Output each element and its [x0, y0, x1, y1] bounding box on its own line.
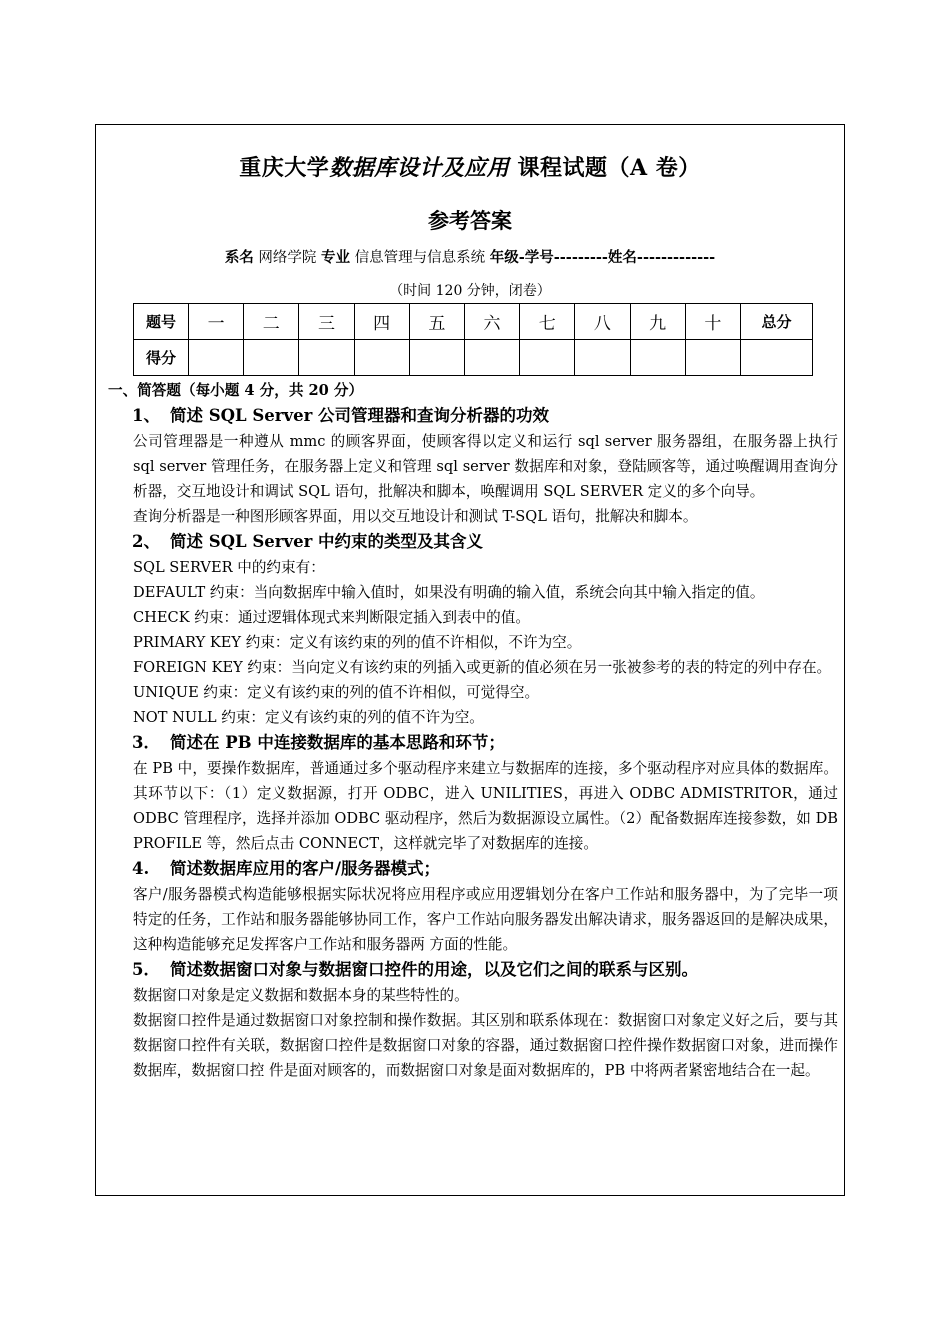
grade-name-label: 年级-学号---------姓名-------------	[489, 249, 716, 266]
score-cell	[189, 340, 244, 376]
dept-value: 网络学院	[258, 250, 317, 266]
score-cell	[520, 340, 575, 376]
answer-paragraph: 客户/服务器模式构造能够根据实际状况将应用程序或应用逻辑划分在客户工作站和服务器中，为了完毕一项特定的任务，工作站和服务器能够协同工作，客户工作站向服务器发出解决请求，服务器返回的是解决成果，这种构造能够充足发挥客户工作站和服务器两 方面的性能。	[133, 886, 838, 953]
answer-paragraph: 公司管理器是一种遵从 mmc 的顾客界面，使顾客得以定义和运行 sql server 服务器组，在服务器上执行 sql server 管理任务，在服务器上定义和管理 sql server 数据库和对象，登陆顾客等，通过唤醒调用查询分析器，交互地设计和调试 SQL 语句，批解决和脚本，唤醒调用 SQL SERVER 定义的多个向导。	[133, 433, 838, 500]
exam-time-note: （时间 120 分钟，闭卷）	[389, 283, 551, 299]
answer-paragraph: 查询分析器是一种图形顾客界面，用以交互地设计和测试 T-SQL 语句，批解决和脚本。	[133, 508, 698, 525]
question-2-title: 2、 简述 SQL Server 中约束的类型及其含义	[132, 532, 484, 551]
answer-paragraph: 数据窗口控件是通过数据窗口对象控制和操作数据。其区别和联系体现在：数据窗口对象定义好之后，要与其数据窗口控件有关联，数据窗口控件是数据窗口对象的容器，通过数据窗口控件操作数据窗口对象，进而操作数据库，数据窗口控 件是面对顾客的，而数据窗口对象是面对数据库的，PB 中将两者紧密地结合在一起。	[133, 1012, 838, 1079]
question-4-title: 4. 简述数据库应用的客户/服务器模式；	[132, 859, 441, 878]
student-info-line	[96, 246, 844, 267]
question-1-title: 1、 简述 SQL Server 公司管理器和查询分析器的功效	[132, 406, 550, 425]
score-cell	[685, 340, 740, 376]
answer-paragraph: UNIQUE 约束：定义有该约束的列的值不许相似，可觉得空。	[133, 684, 540, 701]
page-title	[96, 151, 844, 182]
score-col-3: 三	[299, 304, 354, 340]
score-cell	[354, 340, 409, 376]
answer-paragraph: SQL SERVER 中的约束有：	[133, 559, 325, 576]
score-cell	[409, 340, 464, 376]
answer-key-subtitle: 参考答案	[428, 208, 512, 233]
answer-paragraph: PRIMARY KEY 约束：定义有该约束的列的值不许相似，不许为空。	[133, 634, 582, 651]
score-col-7: 七	[520, 304, 575, 340]
score-table	[133, 303, 813, 376]
score-table-header-row	[134, 304, 813, 340]
total-score-label: 总分	[741, 304, 813, 340]
answer-content	[108, 378, 838, 1083]
question-3-title: 3． 简述在 PB 中连接数据库的基本思路和环节；	[132, 733, 505, 752]
score-row-label: 得分	[134, 340, 189, 376]
answer-paragraph: CHECK 约束：通过逻辑体现式来判断限定插入到表中的值。	[133, 609, 530, 626]
score-col-9: 九	[630, 304, 685, 340]
score-col-6: 六	[464, 304, 519, 340]
score-cell	[575, 340, 630, 376]
score-col-10: 十	[685, 304, 740, 340]
score-cell	[741, 340, 813, 376]
exam-page-frame	[95, 124, 845, 1196]
dept-label: 系名	[224, 249, 254, 266]
question-5-title: 5． 简述数据窗口对象与数据窗口控件的用途，以及它们之间的联系与区别。	[132, 960, 698, 979]
course-name: 数据库设计及应用	[329, 155, 510, 181]
title-suffix: 课程试题（A 卷）	[517, 155, 701, 181]
score-col-8: 八	[575, 304, 630, 340]
answer-paragraph: DEFAULT 约束：当向数据库中输入值时，如果没有明确的输入值，系统会向其中输入指定的值。	[133, 584, 765, 601]
answer-paragraph: NOT NULL 约束：定义有该约束的列的值不许为空。	[133, 709, 484, 726]
answer-paragraph: 在 PB 中，要操作数据库，普通通过多个驱动程序来建立与数据库的连接，多个驱动程序对应具体的数据库。其环节以下：（1）定义数据源，打开 ODBC，进入 UNILITIES，再进入 ODBC ADMISTRITOR，通过 ODBC 管理程序，选择并添加 ODBC 驱动程序，然后为数据源设立属性。（2）配备数据库连接参数，如 DB PROFILE 等，然后点击 CONNECT，这样就完毕了对数据库的连接。	[133, 760, 838, 852]
score-cell	[464, 340, 519, 376]
score-col-4: 四	[354, 304, 409, 340]
section-heading: 一、简答题（每小题 4 分，共 20 分）	[108, 382, 364, 399]
score-cell	[299, 340, 354, 376]
major-value: 信息管理与信息系统	[354, 250, 486, 266]
question-number-label: 题号	[134, 304, 189, 340]
score-cell	[244, 340, 299, 376]
answer-paragraph: FOREIGN KEY 约束：当向定义有该约束的列插入或更新的值必须在另一张被参考的表的特定的列中存在。	[133, 659, 832, 676]
score-col-2: 二	[244, 304, 299, 340]
title-prefix: 重庆大学	[239, 155, 330, 181]
answer-paragraph: 数据窗口对象是定义数据和数据本身的某些特性的。	[133, 987, 469, 1004]
score-col-5: 五	[409, 304, 464, 340]
score-col-1: 一	[189, 304, 244, 340]
score-cell	[630, 340, 685, 376]
major-label: 专业	[321, 249, 351, 266]
score-table-score-row	[134, 340, 813, 376]
